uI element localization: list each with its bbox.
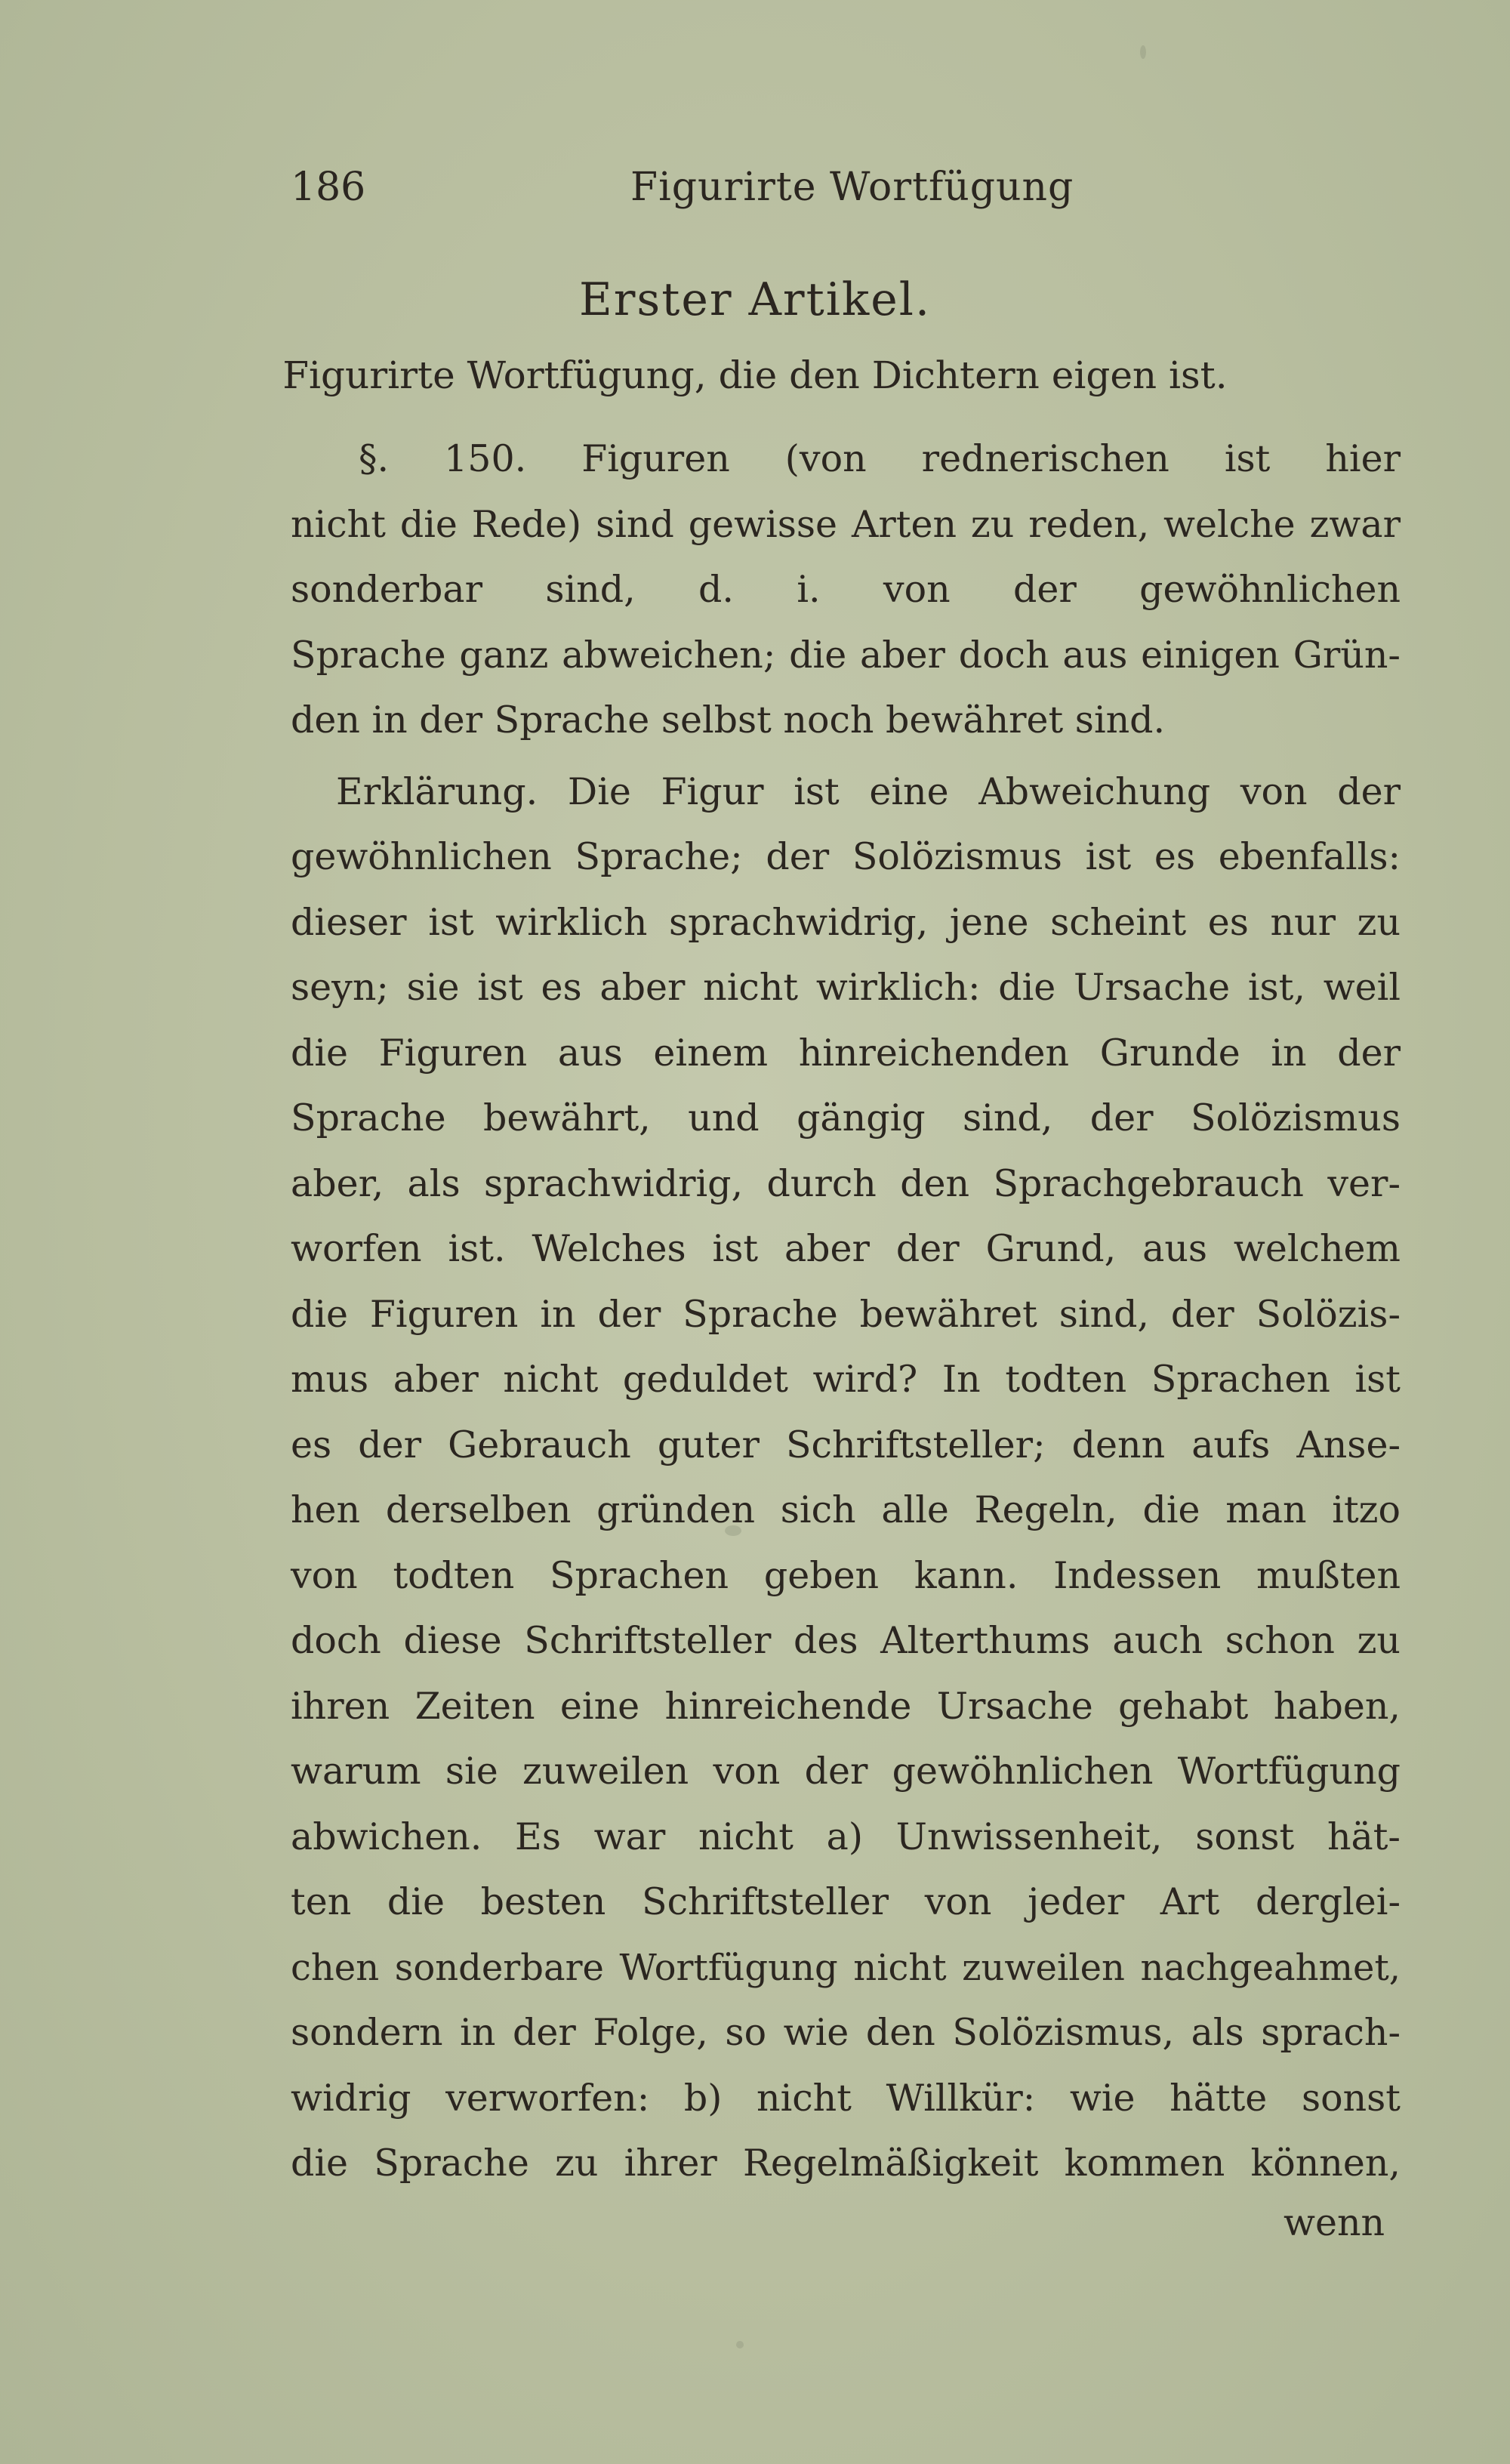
paper-stain [736, 2341, 744, 2348]
text-line: mus aber nicht geduldet wird? In todten Sprachen ist [291, 1358, 1401, 1401]
catchword: wenn [1284, 2201, 1385, 2244]
text-line: hen derselben gründen sich alle Regeln, die man itzo [291, 1488, 1401, 1531]
text-line: warum sie zuweilen von der gewöhnlichen Wortfügung [291, 1750, 1401, 1793]
page-number: 186 [291, 165, 366, 210]
text-line: dieser ist wirklich sprachwidrig, jene scheint es nur zu [291, 900, 1401, 944]
text-line: aber, als sprachwidrig, durch den Sprachgebrauch ver- [291, 1161, 1401, 1205]
text-line: Erklärung. Die Figur ist eine Abweichung von der [336, 769, 1401, 813]
text-line: von todten Sprachen geben kann. Indessen mußten [291, 1553, 1401, 1597]
article-title: Erster Artikel. [578, 273, 932, 326]
text-line: die Figuren aus einem hinreichenden Grunde in der [291, 1031, 1401, 1075]
text-line: gewöhnlichen Sprache; der Solözismus ist es ebenfalls: [291, 835, 1401, 878]
page-header [291, 165, 1106, 217]
running-title: Figurirte Wortfügung [630, 165, 1074, 210]
body-text [291, 427, 1401, 2197]
text-line: nicht die Rede) sind gewisse Arten zu reden, welche zwar [291, 502, 1401, 546]
text-line: die Figuren in der Sprache bewähret sind, der Solözis- [291, 1292, 1401, 1336]
text-line: Sprache ganz abweichen; die aber doch aus einigen Grün- [291, 633, 1401, 677]
text-line: doch diese Schriftsteller des Alterthums auch schon zu [291, 1619, 1401, 1662]
text-line: sondern in der Folge, so wie den Solözismus, als sprach- [291, 2011, 1401, 2054]
text-line: die Sprache zu ihrer Regelmäßigkeit kommen können, [291, 2142, 1401, 2185]
text-line: chen sonderbare Wortfügung nicht zuweilen nachgeahmet, [291, 1946, 1401, 1989]
text-line: abwichen. Es war nicht a) Unwissenheit, sonst hät- [291, 1815, 1401, 1858]
text-line: sonderbar sind, d. i. von der gewöhnlichen [291, 568, 1401, 611]
text-line: den in der Sprache selbst noch bewähret sind. [291, 698, 1166, 742]
text-line: §. 150. Figuren (von rednerischen ist hier [359, 437, 1401, 480]
text-line: worfen ist. Welches ist aber der Grund, aus welchem [291, 1227, 1401, 1270]
text-line: Sprache bewährt, und gängig sind, der Solözismus [291, 1096, 1401, 1139]
text-line: widrig verworfen: b) nicht Willkür: wie hätte sonst [291, 2076, 1401, 2120]
section-subtitle: Figurirte Wortfügung, die den Dichtern eigen ist. [282, 353, 1228, 397]
paper-stain [1140, 45, 1146, 59]
text-line: ihren Zeiten eine hinreichende Ursache gehabt haben, [291, 1684, 1401, 1728]
text-line: ten die besten Schriftsteller von jeder Art derglei- [291, 1880, 1401, 1923]
text-line: seyn; sie ist es aber nicht wirklich: die Ursache ist, weil [291, 966, 1401, 1009]
text-line: es der Gebrauch guter Schriftsteller; denn aufs Anse- [291, 1423, 1401, 1466]
